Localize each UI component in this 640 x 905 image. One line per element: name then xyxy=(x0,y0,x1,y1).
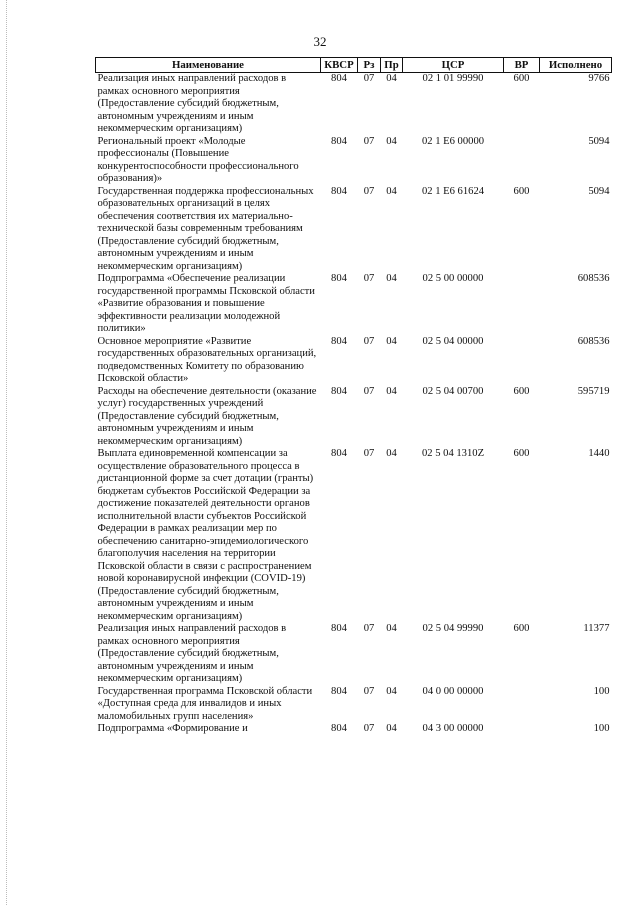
cell-vr: 600 xyxy=(513,385,530,397)
cell-csr: 02 5 04 00000 xyxy=(422,335,484,347)
cell-vr: 600 xyxy=(513,448,530,459)
cell-csr: 02 1 E6 00000 xyxy=(421,135,485,147)
cell-sum: 608536 xyxy=(577,335,610,347)
cell-rz: 07 xyxy=(363,623,375,634)
table-row xyxy=(96,73,612,136)
header-sum: Исполнено xyxy=(540,58,612,73)
cell-csr: 02 5 04 1310Z xyxy=(421,448,485,459)
table-row xyxy=(96,186,612,274)
cell-kvsr: 804 xyxy=(331,335,347,347)
cell-kvsr: 804 xyxy=(331,723,347,734)
cell-rz: 07 xyxy=(363,685,375,697)
header-pr: Пр xyxy=(381,58,403,73)
cell-rz: 07 xyxy=(363,273,375,284)
cell-pr: 04 xyxy=(386,335,397,347)
cell-name: Подпрограмма «Обеспечение реализации государственной программы Псковской области «Развитие образования и повышение эффективности реализации молодежной политики» xyxy=(97,273,315,334)
cell-sum: 100 xyxy=(593,685,610,697)
cell-kvsr: 804 xyxy=(331,135,347,147)
cell-vr: 600 xyxy=(513,73,530,84)
cell-pr: 04 xyxy=(386,273,397,284)
cell-kvsr: 804 xyxy=(331,448,347,459)
table-row xyxy=(96,273,612,336)
cell-csr: 02 5 00 00000 xyxy=(422,273,484,284)
cell-rz: 07 xyxy=(363,185,375,197)
cell-rz: 07 xyxy=(363,73,375,84)
cell-pr: 04 xyxy=(386,135,397,147)
cell-rz: 07 xyxy=(363,723,375,734)
header-csr: ЦСР xyxy=(403,58,504,73)
table-row xyxy=(96,623,612,686)
cell-name: Реализация иных направлений расходов в рамках основного мероприятия (Предоставление субсидий бюджетным, автономным учреждениям и иным некоммерческим организациям) xyxy=(97,623,287,684)
cell-kvsr: 804 xyxy=(331,685,347,697)
cell-pr: 04 xyxy=(386,385,397,397)
cell-name: Выплата единовременной компенсации за осуществление образовательного процесса в дистанционной форме за счет дотации (гранты) бюджетам субъектов Российской Федерации за достижение показателей деятельности органов исполнительной власти субъектов Российской Федерации в рамках реализации мер по обеспечению санитарно-эпидемиологического благополучия населения на территории Псковской области в связи с распространением новой коронавирусной инфекции (COVID-19) (Предоставление субсидий бюджетным, автономным учреждениям и иным некоммерческим организациям) xyxy=(97,448,314,622)
cell-sum: 5094 xyxy=(588,185,610,197)
header-vr: ВР xyxy=(504,58,540,73)
cell-name: Реализация иных направлений расходов в рамках основного мероприятия (Предоставление субсидий бюджетным, автономным учреждениям и иным некоммерческим организациям) xyxy=(97,73,287,134)
cell-csr: 02 5 04 00700 xyxy=(422,385,484,397)
cell-vr xyxy=(504,336,540,386)
scan-left-edge xyxy=(6,0,8,905)
cell-rz: 07 xyxy=(363,335,375,347)
cell-name: Расходы на обеспечение деятельности (оказание услуг) государственных учреждений (Предоставление субсидий бюджетным, автономным учреждениям и иным некоммерческим организациям) xyxy=(97,385,317,447)
table-header-row xyxy=(96,58,612,73)
header-rz: Рз xyxy=(358,58,381,73)
cell-sum: 1440 xyxy=(588,448,610,459)
cell-name: Основное мероприятие «Развитие государственных образовательных организаций, подведомственных Комитету по образованию Псковской области» xyxy=(97,335,317,384)
table-row xyxy=(96,723,612,736)
cell-pr: 04 xyxy=(386,723,397,734)
cell-vr xyxy=(504,723,540,736)
cell-pr: 04 xyxy=(386,73,397,84)
cell-vr: 600 xyxy=(513,185,530,197)
cell-csr: 02 1 E6 61624 xyxy=(421,185,485,197)
cell-pr: 04 xyxy=(386,185,397,197)
table-body xyxy=(96,73,612,736)
cell-sum: 11377 xyxy=(583,623,610,634)
table-row xyxy=(96,448,612,623)
cell-vr xyxy=(504,273,540,336)
cell-sum: 9766 xyxy=(588,73,610,84)
table-row xyxy=(96,336,612,386)
cell-csr: 02 1 01 99990 xyxy=(422,73,484,84)
cell-name: Региональный проект «Молодые профессионалы (Повышение конкурентоспособности профессионального образования)» xyxy=(97,135,299,184)
cell-vr xyxy=(504,136,540,186)
page-number: 32 xyxy=(313,34,327,49)
table-row xyxy=(96,686,612,724)
cell-vr: 600 xyxy=(513,623,530,634)
cell-rz: 07 xyxy=(363,385,375,397)
cell-rz: 07 xyxy=(363,448,375,459)
cell-pr: 04 xyxy=(386,685,397,697)
cell-pr: 04 xyxy=(386,448,397,459)
cell-sum: 100 xyxy=(593,723,610,734)
cell-rz: 07 xyxy=(363,135,375,147)
cell-kvsr: 804 xyxy=(331,385,347,397)
cell-csr: 04 0 00 00000 xyxy=(422,685,484,697)
table-row xyxy=(96,136,612,186)
budget-table xyxy=(95,57,612,736)
cell-name: Государственная поддержка профессиональных образовательных организаций в целях обеспечения соответствия их материально-технической базы современным требованиям (Предоставление субсидий бюджетным, автономным учреждениям и иным некоммерческим организациям) xyxy=(97,185,314,272)
cell-pr: 04 xyxy=(386,623,397,634)
cell-sum: 5094 xyxy=(588,135,610,147)
cell-name: Государственная программа Псковской области «Доступная среда для инвалидов и иных маломобильных групп населения» xyxy=(97,685,313,722)
cell-kvsr: 804 xyxy=(331,73,347,84)
cell-name: Подпрограмма «Формирование и xyxy=(97,723,248,734)
header-name: Наименование xyxy=(96,58,321,73)
cell-kvsr: 804 xyxy=(331,273,347,284)
cell-csr: 04 3 00 00000 xyxy=(422,723,484,734)
cell-kvsr: 804 xyxy=(331,185,347,197)
cell-csr: 02 5 04 99990 xyxy=(422,623,484,634)
cell-vr xyxy=(504,686,540,724)
cell-sum: 595719 xyxy=(577,385,610,397)
table-row xyxy=(96,386,612,449)
header-kvsr: КВСР xyxy=(321,58,358,73)
cell-kvsr: 804 xyxy=(331,623,347,634)
cell-sum: 608536 xyxy=(577,273,610,284)
